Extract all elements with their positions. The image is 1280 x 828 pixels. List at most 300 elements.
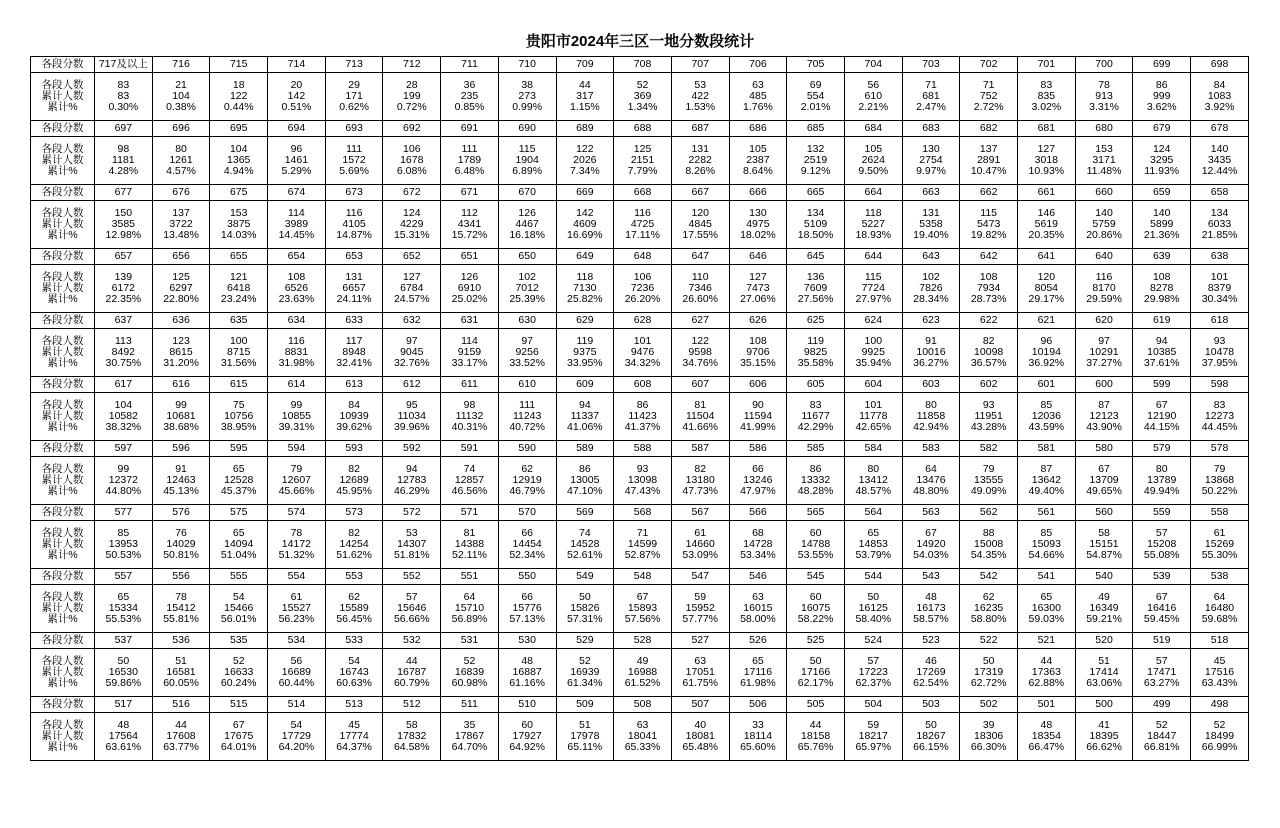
cumulative-value: 317 xyxy=(576,90,594,102)
cumulative-value: 10016 xyxy=(916,346,946,358)
stats-label-cum: 累计人数 xyxy=(41,666,84,678)
percent-value: 9.50% xyxy=(858,165,889,177)
stats-cell xyxy=(325,329,383,377)
cumulative-value: 10385 xyxy=(1147,346,1177,358)
score-row-label: 各段分数 xyxy=(31,57,95,73)
stats-cell xyxy=(729,713,787,761)
score-cell: 691 xyxy=(441,121,499,137)
count-value: 82 xyxy=(694,463,707,475)
percent-value: 55.08% xyxy=(1143,549,1180,561)
cumulative-value: 15646 xyxy=(397,602,427,614)
stats-label-pct: 累计% xyxy=(47,229,78,241)
percent-value: 4.94% xyxy=(223,165,254,177)
stats-cell xyxy=(902,393,960,441)
cumulative-value: 16300 xyxy=(1031,602,1061,614)
stats-cell xyxy=(325,137,383,185)
count-value: 131 xyxy=(922,207,940,219)
stats-cell xyxy=(152,649,210,697)
stats-cell xyxy=(383,265,441,313)
score-cell: 687 xyxy=(671,121,729,137)
stats-cell xyxy=(671,393,729,441)
stats-cell xyxy=(960,521,1018,569)
stats-row-labels xyxy=(31,649,95,697)
percent-value: 1.15% xyxy=(569,101,600,113)
percent-value: 62.72% xyxy=(970,677,1007,689)
count-value: 67 xyxy=(1155,591,1168,603)
count-value: 115 xyxy=(980,207,998,219)
score-cell: 660 xyxy=(1075,185,1133,201)
percent-value: 4.28% xyxy=(108,165,139,177)
cumulative-value: 6033 xyxy=(1207,218,1232,230)
cumulative-value: 13412 xyxy=(858,474,888,486)
percent-value: 56.45% xyxy=(336,613,372,625)
stats-label-count: 各段人数 xyxy=(41,719,84,731)
count-value: 66 xyxy=(521,591,533,603)
stats-cell xyxy=(729,585,787,633)
cumulative-value: 18306 xyxy=(974,730,1004,742)
stats-cell xyxy=(1133,713,1191,761)
percent-value: 53.09% xyxy=(682,549,719,561)
percent-value: 23.63% xyxy=(278,293,315,305)
percent-value: 4.57% xyxy=(166,165,196,177)
percent-value: 20.35% xyxy=(1028,229,1065,241)
count-value: 86 xyxy=(579,463,591,475)
cumulative-value: 5473 xyxy=(976,218,1001,230)
percent-value: 55.53% xyxy=(105,613,142,625)
percent-value: 32.76% xyxy=(393,357,430,369)
percent-value: 2.72% xyxy=(973,101,1004,113)
stats-row-labels xyxy=(31,137,95,185)
cumulative-value: 15269 xyxy=(1204,538,1235,550)
percent-value: 37.95% xyxy=(1201,357,1238,369)
stats-cell xyxy=(268,201,326,249)
score-cell: 646 xyxy=(729,249,787,265)
count-value: 122 xyxy=(576,143,594,155)
percent-value: 62.54% xyxy=(913,677,949,689)
count-value: 85 xyxy=(1040,527,1053,539)
count-value: 56 xyxy=(290,655,303,667)
percent-value: 60.44% xyxy=(278,677,315,689)
cumulative-value: 2754 xyxy=(919,154,943,166)
percent-value: 47.10% xyxy=(567,485,603,497)
cumulative-value: 13180 xyxy=(685,474,715,486)
count-value: 63 xyxy=(752,79,764,91)
percent-value: 58.00% xyxy=(740,613,776,625)
percent-value: 64.20% xyxy=(278,741,315,753)
cumulative-value: 104 xyxy=(172,90,190,102)
score-cell: 512 xyxy=(383,697,441,713)
cumulative-value: 7130 xyxy=(573,282,597,294)
cumulative-value: 8170 xyxy=(1092,282,1116,294)
score-cell: 619 xyxy=(1133,313,1191,329)
cumulative-value: 171 xyxy=(345,90,363,102)
stats-cell xyxy=(441,393,499,441)
count-value: 52 xyxy=(636,79,649,91)
score-cell: 675 xyxy=(210,185,268,201)
stats-cell xyxy=(844,329,902,377)
stats-label-cum: 累计人数 xyxy=(41,538,84,550)
count-value: 50 xyxy=(867,591,880,603)
stats-label-pct: 累计% xyxy=(47,485,78,497)
count-value: 131 xyxy=(691,143,709,155)
cumulative-value: 12273 xyxy=(1204,410,1235,422)
stats-cell xyxy=(152,201,210,249)
count-value: 146 xyxy=(1037,207,1056,219)
count-value: 65 xyxy=(117,591,130,603)
score-cell: 514 xyxy=(268,697,326,713)
percent-value: 6.08% xyxy=(396,165,427,177)
stats-cell xyxy=(960,649,1018,697)
count-value: 84 xyxy=(348,399,360,411)
score-cell: 702 xyxy=(960,57,1018,73)
cumulative-value: 7934 xyxy=(976,282,1001,294)
cumulative-value: 13953 xyxy=(108,538,138,550)
count-value: 67 xyxy=(925,527,937,539)
score-cell: 537 xyxy=(95,633,153,649)
count-value: 56 xyxy=(867,79,880,91)
percent-value: 2.21% xyxy=(858,101,889,113)
cumulative-value: 4845 xyxy=(688,218,712,230)
percent-value: 11.93% xyxy=(1144,165,1180,177)
stats-cell xyxy=(787,521,845,569)
stats-cell xyxy=(95,713,153,761)
score-cell: 689 xyxy=(556,121,614,137)
count-value: 80 xyxy=(1155,463,1168,475)
count-value: 52 xyxy=(1213,719,1226,731)
stats-cell xyxy=(614,265,672,313)
stats-cell xyxy=(441,329,499,377)
score-header-row xyxy=(31,57,1249,73)
percent-value: 57.56% xyxy=(624,613,661,625)
stats-cell xyxy=(787,457,845,505)
stats-cell xyxy=(95,201,153,249)
score-cell: 632 xyxy=(383,313,441,329)
score-cell: 523 xyxy=(902,633,960,649)
cumulative-value: 17471 xyxy=(1147,666,1177,678)
count-value: 79 xyxy=(1213,463,1226,475)
score-cell: 706 xyxy=(729,57,787,73)
stats-cell xyxy=(152,137,210,185)
score-cell: 566 xyxy=(729,505,787,521)
score-cell: 517 xyxy=(95,697,153,713)
count-value: 87 xyxy=(1098,399,1110,411)
cumulative-value: 1904 xyxy=(515,154,539,166)
count-value: 63 xyxy=(636,719,649,731)
stats-cell xyxy=(498,265,556,313)
cumulative-value: 3875 xyxy=(227,218,251,230)
score-cell: 502 xyxy=(960,697,1018,713)
stats-cell xyxy=(556,137,614,185)
score-cell: 655 xyxy=(210,249,268,265)
percent-value: 17.11% xyxy=(625,229,660,241)
percent-value: 52.11% xyxy=(452,549,487,561)
count-value: 53 xyxy=(405,527,418,539)
cumulative-value: 14307 xyxy=(397,538,427,550)
score-cell: 540 xyxy=(1075,569,1133,585)
count-value: 96 xyxy=(290,143,303,155)
percent-value: 9.97% xyxy=(916,165,946,177)
stats-cell xyxy=(95,265,153,313)
score-cell: 605 xyxy=(787,377,845,393)
table-title: 贵阳市2024年三区一地分数段统计 xyxy=(525,33,755,50)
score-cell: 554 xyxy=(268,569,326,585)
stats-cell xyxy=(95,393,153,441)
stats-label-count: 各段人数 xyxy=(41,143,84,155)
percent-value: 42.65% xyxy=(855,421,892,433)
cumulative-value: 2282 xyxy=(688,154,712,166)
stats-cell xyxy=(441,137,499,185)
score-cell: 608 xyxy=(614,377,672,393)
score-distribution-table xyxy=(30,56,1249,761)
percent-value: 24.57% xyxy=(393,293,430,305)
count-value: 87 xyxy=(1040,463,1053,475)
percent-value: 61.34% xyxy=(567,677,603,689)
cumulative-value: 11034 xyxy=(397,410,426,422)
stats-cell xyxy=(556,265,614,313)
count-value: 114 xyxy=(461,335,478,347)
percent-value: 65.33% xyxy=(624,741,661,753)
percent-value: 7.34% xyxy=(569,165,600,177)
stats-cell xyxy=(902,649,960,697)
cumulative-value: 4105 xyxy=(342,218,366,230)
cumulative-value: 11423 xyxy=(628,410,657,422)
stats-cell xyxy=(1191,201,1249,249)
count-value: 91 xyxy=(925,335,937,347)
cumulative-value: 16125 xyxy=(858,602,888,614)
percent-value: 6.89% xyxy=(512,165,543,177)
percent-value: 65.60% xyxy=(740,741,776,753)
score-cell: 604 xyxy=(844,377,902,393)
count-value: 80 xyxy=(867,463,880,475)
count-value: 48 xyxy=(521,655,533,667)
stats-cell xyxy=(1075,649,1133,697)
score-cell: 530 xyxy=(498,633,556,649)
score-cell: 599 xyxy=(1133,377,1191,393)
percent-value: 1.34% xyxy=(627,101,658,113)
score-cell: 610 xyxy=(498,377,556,393)
count-value: 52 xyxy=(232,655,245,667)
cumulative-value: 11132 xyxy=(455,410,484,422)
count-value: 83 xyxy=(1040,79,1053,91)
stats-row xyxy=(31,521,1249,569)
cumulative-value: 14853 xyxy=(858,538,888,550)
percent-value: 52.34% xyxy=(509,549,545,561)
percent-value: 35.94% xyxy=(855,357,892,369)
score-cell: 629 xyxy=(556,313,614,329)
cumulative-value: 3722 xyxy=(169,218,193,230)
stats-cell xyxy=(614,457,672,505)
score-cell: 533 xyxy=(325,633,383,649)
count-value: 20 xyxy=(290,79,303,91)
score-row-label: 各段分数 xyxy=(31,121,95,137)
stats-row xyxy=(31,73,1249,121)
percent-value: 25.39% xyxy=(509,293,545,305)
score-cell: 659 xyxy=(1133,185,1191,201)
score-cell: 625 xyxy=(787,313,845,329)
score-cell: 564 xyxy=(844,505,902,521)
percent-value: 17.55% xyxy=(682,229,719,241)
percent-value: 51.81% xyxy=(393,549,430,561)
percent-value: 0.85% xyxy=(454,101,485,113)
percent-value: 32.41% xyxy=(336,357,372,369)
percent-value: 36.92% xyxy=(1028,357,1065,369)
score-cell: 541 xyxy=(1018,569,1076,585)
cumulative-value: 18395 xyxy=(1089,730,1119,742)
percent-value: 45.66% xyxy=(278,485,315,497)
score-cell: 534 xyxy=(268,633,326,649)
stats-label-cum: 累计人数 xyxy=(41,474,84,486)
score-cell: 617 xyxy=(95,377,153,393)
score-cell: 717及以上 xyxy=(95,57,153,73)
count-value: 139 xyxy=(114,271,133,283)
cumulative-value: 369 xyxy=(633,90,652,102)
score-cell: 685 xyxy=(787,121,845,137)
stats-cell xyxy=(729,521,787,569)
stats-cell xyxy=(1075,393,1133,441)
cumulative-value: 1365 xyxy=(227,154,251,166)
stats-cell xyxy=(556,713,614,761)
cumulative-value: 422 xyxy=(691,90,709,102)
cumulative-value: 10855 xyxy=(281,410,311,422)
stats-cell xyxy=(383,521,441,569)
count-value: 83 xyxy=(809,399,822,411)
count-value: 78 xyxy=(175,591,187,603)
score-cell: 635 xyxy=(210,313,268,329)
count-value: 84 xyxy=(1213,79,1226,91)
count-value: 90 xyxy=(752,399,764,411)
percent-value: 0.72% xyxy=(396,101,427,113)
percent-value: 18.50% xyxy=(797,229,834,241)
cumulative-value: 7724 xyxy=(861,282,885,294)
stats-cell xyxy=(498,521,556,569)
count-value: 79 xyxy=(290,463,303,475)
stats-cell xyxy=(210,329,268,377)
score-cell: 550 xyxy=(498,569,556,585)
percent-value: 47.73% xyxy=(682,485,719,497)
score-cell: 674 xyxy=(268,185,326,201)
count-value: 125 xyxy=(633,143,652,155)
count-value: 94 xyxy=(1155,335,1168,347)
score-cell: 538 xyxy=(1191,569,1249,585)
cumulative-value: 1181 xyxy=(112,154,135,166)
stats-cell xyxy=(325,713,383,761)
score-cell: 680 xyxy=(1075,121,1133,137)
stats-label-cum: 累计人数 xyxy=(41,730,84,742)
score-row-label: 各段分数 xyxy=(31,441,95,457)
percent-value: 64.92% xyxy=(509,741,545,753)
count-value: 108 xyxy=(979,271,998,283)
score-cell: 662 xyxy=(960,185,1018,201)
score-cell: 642 xyxy=(960,249,1018,265)
count-value: 86 xyxy=(1155,79,1168,91)
stats-cell xyxy=(614,649,672,697)
stats-cell xyxy=(1191,457,1249,505)
stats-cell xyxy=(1018,393,1076,441)
cumulative-value: 12919 xyxy=(512,474,542,486)
score-cell: 656 xyxy=(152,249,210,265)
cumulative-value: 16530 xyxy=(108,666,138,678)
stats-cell xyxy=(671,649,729,697)
stats-row xyxy=(31,585,1249,633)
score-row-label: 各段分数 xyxy=(31,377,95,393)
stats-cell xyxy=(787,649,845,697)
percent-value: 54.03% xyxy=(913,549,949,561)
cumulative-value: 15208 xyxy=(1147,538,1177,550)
percent-value: 9.12% xyxy=(800,165,831,177)
percent-value: 31.98% xyxy=(278,357,315,369)
cumulative-value: 2387 xyxy=(746,154,770,166)
percent-value: 64.37% xyxy=(336,741,372,753)
cumulative-value: 273 xyxy=(518,90,536,102)
score-cell: 503 xyxy=(902,697,960,713)
score-cell: 529 xyxy=(556,633,614,649)
score-cell: 583 xyxy=(902,441,960,457)
count-value: 67 xyxy=(1098,463,1110,475)
count-value: 49 xyxy=(1098,591,1110,603)
cumulative-value: 681 xyxy=(922,90,940,102)
percent-value: 59.68% xyxy=(1201,613,1238,625)
cumulative-value: 18267 xyxy=(916,730,946,742)
count-value: 49 xyxy=(636,655,649,667)
percent-value: 25.82% xyxy=(567,293,603,305)
score-cell: 578 xyxy=(1191,441,1249,457)
score-cell: 696 xyxy=(152,121,210,137)
score-cell: 499 xyxy=(1133,697,1191,713)
stats-row-labels xyxy=(31,713,95,761)
score-cell: 576 xyxy=(152,505,210,521)
percent-value: 1.53% xyxy=(685,101,716,113)
percent-value: 49.09% xyxy=(970,485,1007,497)
score-cell: 596 xyxy=(152,441,210,457)
stats-cell xyxy=(325,393,383,441)
score-cell: 573 xyxy=(325,505,383,521)
score-cell: 716 xyxy=(152,57,210,73)
percent-value: 50.22% xyxy=(1201,485,1238,497)
count-value: 136 xyxy=(806,271,825,283)
count-value: 78 xyxy=(290,527,303,539)
cumulative-value: 17608 xyxy=(166,730,196,742)
cumulative-value: 10681 xyxy=(166,410,196,422)
stats-cell xyxy=(902,201,960,249)
cumulative-value: 610 xyxy=(864,90,883,102)
score-cell: 666 xyxy=(729,185,787,201)
score-cell: 693 xyxy=(325,121,383,137)
score-cell: 649 xyxy=(556,249,614,265)
count-value: 44 xyxy=(579,79,591,91)
stats-row-labels xyxy=(31,585,95,633)
stats-label-count: 各段人数 xyxy=(41,655,84,667)
score-cell: 637 xyxy=(95,313,153,329)
count-value: 119 xyxy=(576,335,594,347)
cumulative-value: 18041 xyxy=(627,730,658,742)
score-cell: 511 xyxy=(441,697,499,713)
percent-value: 23.24% xyxy=(220,293,257,305)
stats-row xyxy=(31,137,1249,185)
count-value: 29 xyxy=(348,79,360,91)
cumulative-value: 4341 xyxy=(457,218,482,230)
percent-value: 39.96% xyxy=(393,421,430,433)
score-cell: 552 xyxy=(383,569,441,585)
count-value: 44 xyxy=(809,719,822,731)
cumulative-value: 16349 xyxy=(1089,602,1119,614)
percent-value: 56.66% xyxy=(393,613,430,625)
stats-cell xyxy=(787,265,845,313)
score-cell: 549 xyxy=(556,569,614,585)
cumulative-value: 752 xyxy=(979,90,998,102)
count-value: 116 xyxy=(288,335,305,347)
stats-cell xyxy=(960,713,1018,761)
score-cell: 555 xyxy=(210,569,268,585)
